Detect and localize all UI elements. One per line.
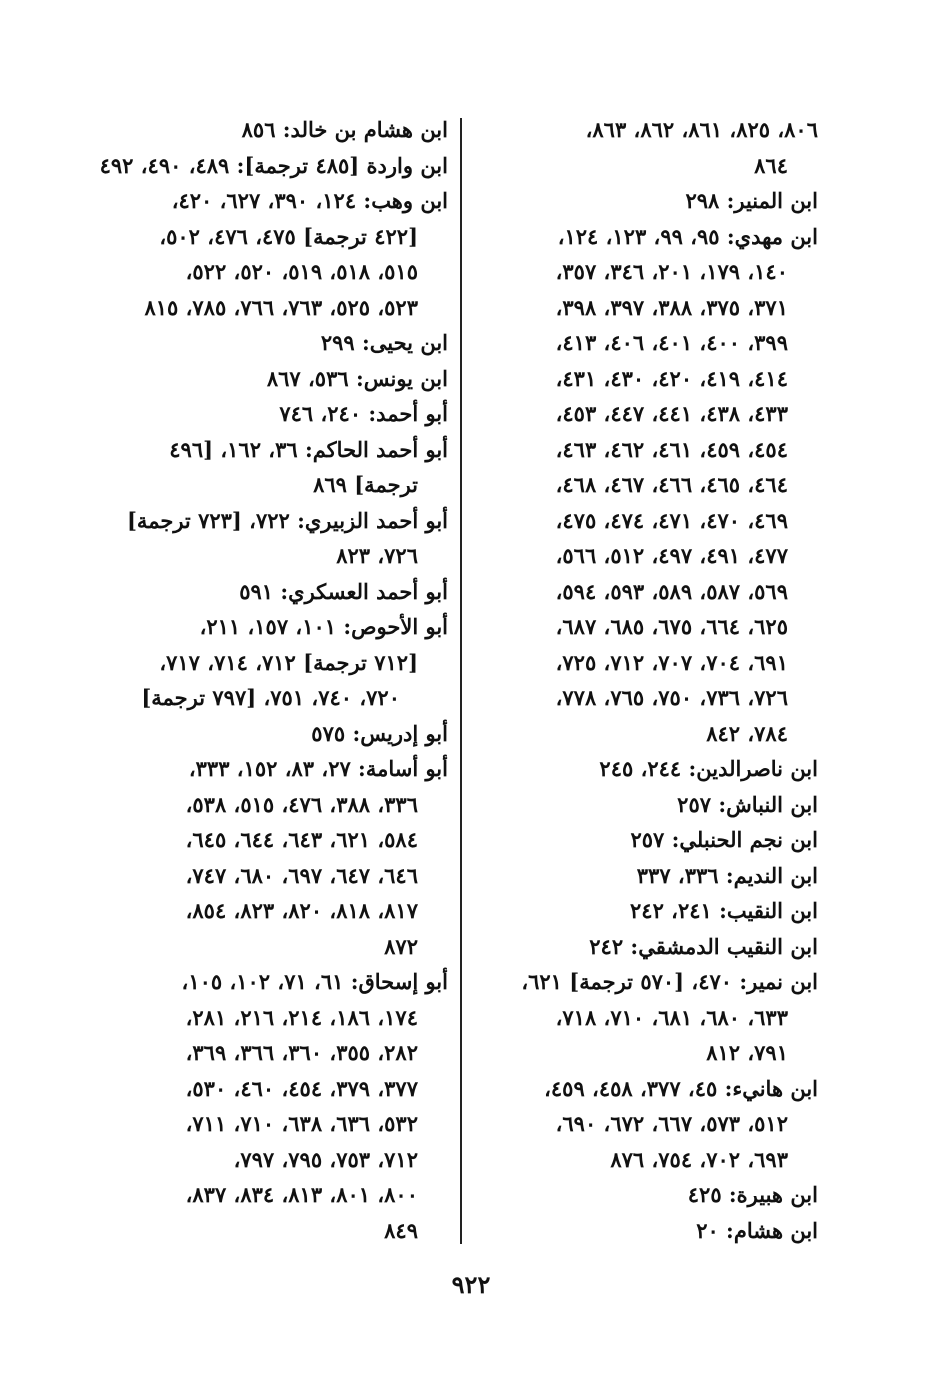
index-entry-continuation: ٢٨٢، ٣٥٥، ٣٦٠، ٣٦٦، ٣٦٩،: [185, 1040, 418, 1065]
index-entry: ابن هبيرة: ٤٢٥: [687, 1182, 818, 1207]
index-entry-continuation: ٨١٧، ٨١٨، ٨٢٠، ٨٢٣، ٨٥٤،: [185, 898, 418, 923]
index-entry: أبو أحمد الحاكم: ٣٦، ١٦٢، [٤٩٦: [169, 436, 448, 462]
index-entry-continuation: ٣٩٩، ٤٠٠، ٤٠١، ٤٠٦، ٤١٣،: [555, 330, 788, 355]
index-entry-continuation: ٥١٢، ٥٧٣، ٦٦٧، ٦٧٢، ٦٩٠،: [555, 1111, 788, 1136]
index-entry: ابن المنير: ٢٩٨: [685, 188, 818, 213]
index-entry-continuation: ٤٦٤، ٤٦٥، ٤٦٦، ٤٦٧، ٤٦٨،: [555, 472, 788, 497]
index-entry-continuation: ٦٩٣، ٧٠٢، ٧٥٤، ٨٧٦: [610, 1146, 788, 1172]
index-entry: ابن النديم: ٣٣٦، ٣٣٧: [636, 862, 818, 888]
index-entry-continuation: ٧٢٠، ٧٤٠، ٧٥١، [٧٩٧ ترجمة]: [141, 685, 400, 710]
index-entry-continuation: ٦٩١، ٧٠٤، ٧٠٧، ٧١٢، ٧٢٥،: [555, 649, 788, 675]
index-entry: ابن هشام بن خالد: ٨٥٦: [241, 117, 448, 142]
index-entry-continuation: ٥٣٢، ٦٣٦، ٦٣٨، ٧١٠، ٧١١،: [185, 1111, 418, 1136]
index-entry-continuation: ١٤٠، ١٧٩، ٢٠١، ٣٤٦، ٣٥٧،: [555, 259, 788, 284]
index-entry: ٨٠٦، ٨٢٥، ٨٦١، ٨٦٢، ٨٦٣،: [585, 117, 818, 142]
index-entry-continuation: ٥٢٣، ٥٢٥، ٧٦٣، ٧٦٦، ٧٨٥، ٨١٥: [144, 294, 418, 320]
index-entry: ابن هانيء: ٤٥، ٣٧٧، ٤٥٨، ٤٥٩،: [544, 1075, 818, 1101]
index-entry: ابن واردة [٤٨٥ ترجمة]: ٤٨٩، ٤٩٠، ٤٩٢: [99, 152, 448, 178]
index-column-left: [99, 112, 448, 1248]
index-entry: ابن وهب: ١٢٤، ٣٩٠، ٦٢٧، ٤٢٠،: [171, 188, 448, 213]
index-entry: أبو إسحاق: ٦١، ٧١، ١٠٢، ١٠٥،: [181, 969, 448, 994]
index-entry-continuation: ٣٧٧، ٣٧٩، ٤٥٤، ٤٦٠، ٥٣٠،: [185, 1075, 418, 1101]
index-entry-continuation: ٧٢٦، ٨٢٣: [336, 543, 418, 568]
index-entry-continuation: ٤٧٧، ٤٩١، ٤٩٧، ٥١٢، ٥٦٦،: [555, 543, 788, 568]
index-entry-continuation: ٧٢٦، ٧٣٦، ٧٥٠، ٧٦٥، ٧٧٨،: [555, 685, 788, 710]
index-entry: ابن نمير: ٤٧٠، [٥٧٠ ترجمة] ٦٢١،: [521, 969, 818, 994]
index-entry-continuation: ٧٩١، ٨١٢: [706, 1040, 788, 1065]
index-entry: ابن النقيب الدمشقي: ٢٤٢: [589, 933, 818, 959]
index-entry-continuation: ١٧٤، ١٨٦، ٢١٤، ٢١٦، ٢٨١،: [185, 1004, 418, 1030]
index-entry-continuation: ٤٥٤، ٤٥٩، ٤٦١، ٤٦٢، ٤٦٣،: [555, 436, 788, 462]
index-entry: أبو أحمد الزبيري: ٧٢٢، [٧٢٣ ترجمة]: [127, 507, 448, 533]
index-entry-continuation: [٤٢٢ ترجمة] ٤٧٥، ٤٧٦، ٥٠٢،: [159, 223, 418, 249]
index-entry: ابن النقيب: ٢٤١، ٢٤٢: [630, 898, 818, 923]
index-entry-continuation: ٦٤٦، ٦٤٧، ٦٩٧، ٦٨٠، ٧٤٧،: [185, 862, 418, 888]
index-entry-continuation: ٨٧٢: [384, 933, 418, 959]
index-entry-continuation: ٣٧١، ٣٧٥، ٣٨٨، ٣٩٧، ٣٩٨،: [555, 294, 788, 320]
index-entry-continuation: ٥١٥، ٥١٨، ٥١٩، ٥٢٠، ٥٢٢،: [185, 259, 418, 284]
column-divider: [460, 118, 462, 1244]
index-entry-continuation: ٨٦٤: [754, 152, 788, 178]
index-entry: أبو الأحوص: ١٠١، ١٥٧، ٢١١،: [199, 614, 448, 639]
index-entry-continuation: ٥٦٩، ٥٨٧، ٥٨٩، ٥٩٣، ٥٩٤،: [555, 578, 788, 604]
index-entry-continuation: ٨٤٩: [384, 1217, 418, 1243]
index-entry-continuation: ٦٣٣، ٦٨٠، ٦٨١، ٧١٠، ٧١٨،: [555, 1004, 788, 1030]
index-entry: أبو أحمد: ٢٤٠، ٧٤٦: [279, 401, 448, 426]
index-entry: ابن ناصرالدين: ٢٤٤، ٢٤٥: [599, 756, 818, 781]
index-entry: أبو إدريس: ٥٧٥: [311, 720, 448, 746]
index-entry-continuation: ٤٦٩، ٤٧٠، ٤٧١، ٤٧٤، ٤٧٥،: [555, 507, 788, 533]
index-entry-continuation: ٧٨٤، ٨٤٢: [706, 720, 788, 746]
index-entry: أبو أحمد العسكري: ٥٩١: [239, 578, 448, 604]
index-column-right: [482, 112, 818, 1248]
index-entry: ابن نجم الحنبلي: ٢٥٧: [630, 827, 818, 852]
index-entry-continuation: ٨٠٠، ٨٠١، ٨١٣، ٨٣٤، ٨٣٧،: [185, 1182, 418, 1207]
index-entry-continuation: ترجمة] ٨٦٩: [313, 472, 418, 497]
index-entry-continuation: ٣٣٦، ٣٨٨، ٤٧٦، ٥١٥، ٥٣٨،: [185, 791, 418, 817]
index-entry: ابن يونس: ٥٣٦، ٨٦٧: [266, 365, 448, 391]
index-entry: ابن النباش: ٢٥٧: [677, 791, 818, 817]
index-entry: ابن مهدي: ٩٥، ٩٩، ١٢٣، ١٢٤،: [557, 223, 818, 249]
index-entry-continuation: ٦٢٥، ٦٦٤، ٦٧٥، ٦٨٥، ٦٨٧،: [555, 614, 788, 639]
index-entry-continuation: ٤١٤، ٤١٩، ٤٢٠، ٤٣٠، ٤٣١،: [555, 365, 788, 391]
index-entry: أبو أسامة: ٢٧، ٨٣، ١٥٢، ٣٣٣،: [188, 756, 448, 781]
page-number: ٩٢٢: [451, 1270, 491, 1299]
index-entry: ابن هشام: ٢٠: [696, 1217, 818, 1243]
index-entry: ابن يحيى: ٢٩٩: [320, 330, 448, 355]
index-entry-continuation: ٥٨٤، ٦٢١، ٦٤٣، ٦٤٤، ٦٤٥،: [185, 827, 418, 852]
index-entry-continuation: [٧١٢ ترجمة] ٧١٢، ٧١٤، ٧١٧،: [159, 649, 418, 675]
index-entry-continuation: ٤٣٣، ٤٣٨، ٤٤١، ٤٤٧، ٤٥٣،: [555, 401, 788, 426]
index-entry-continuation: ٧١٢، ٧٥٣، ٧٩٥، ٧٩٧،: [233, 1146, 418, 1172]
